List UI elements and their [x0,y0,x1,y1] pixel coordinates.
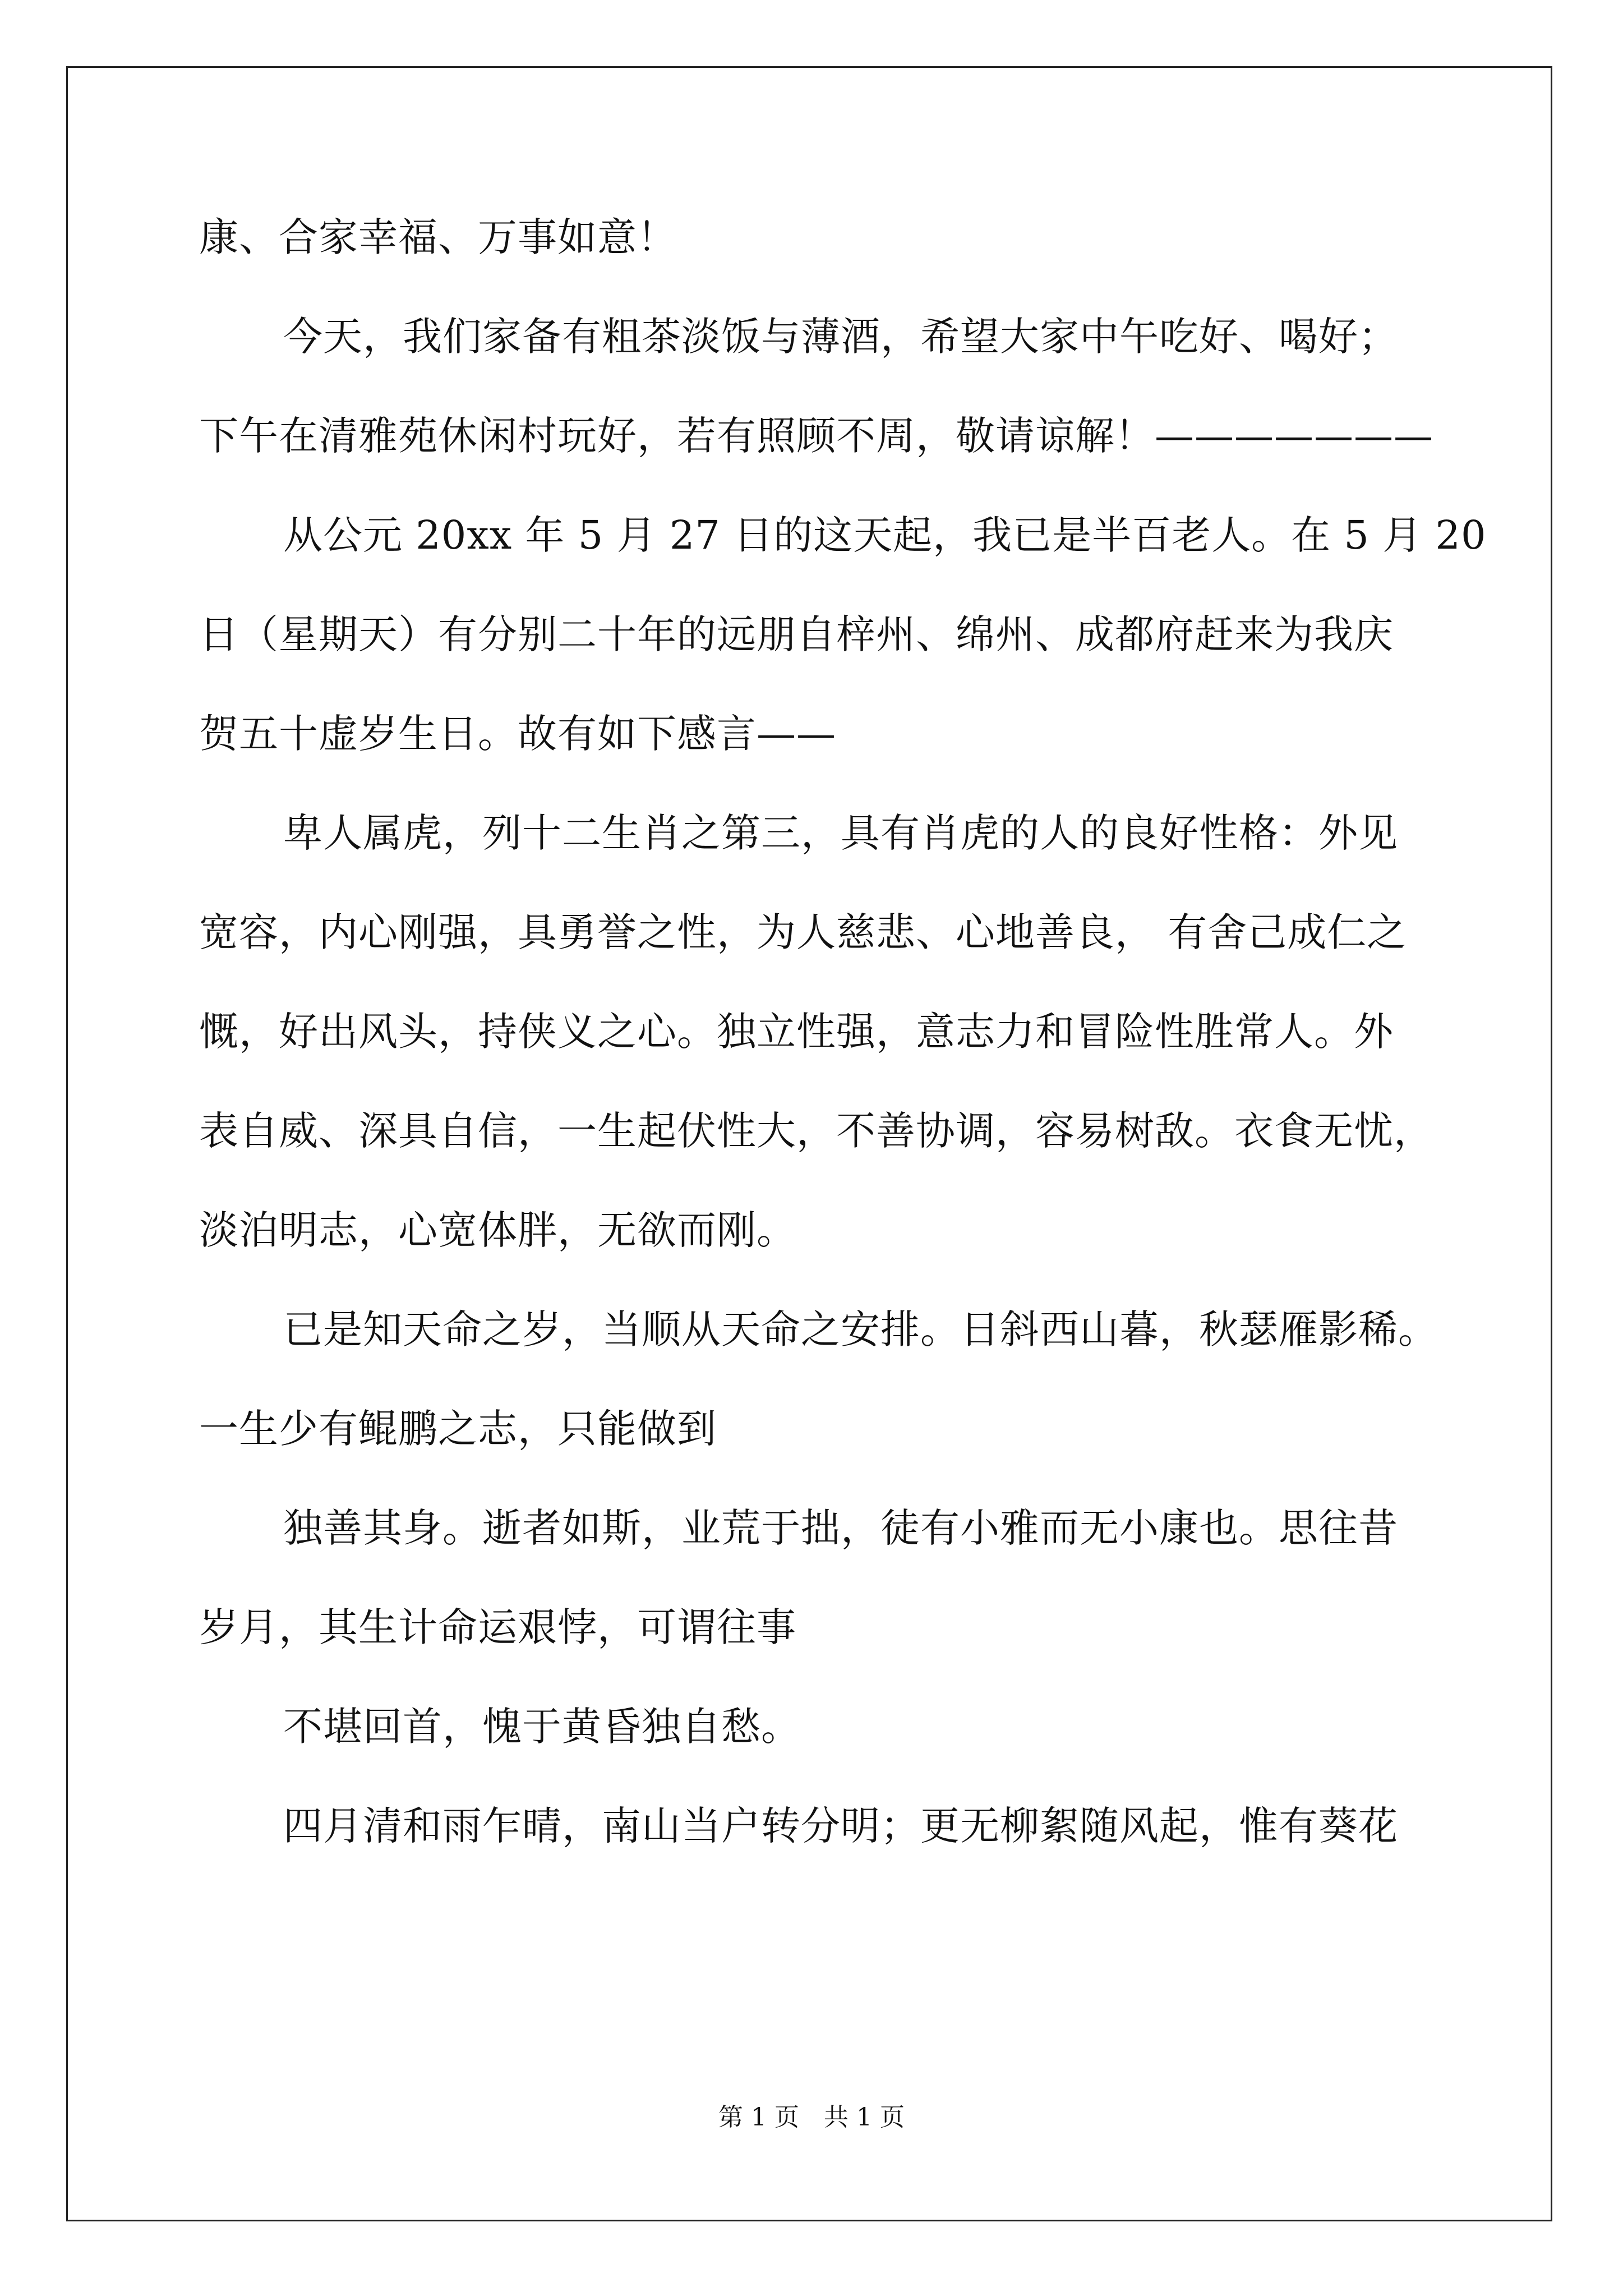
text-line: 康、合家幸福、万事如意！ [199,214,677,260]
text-line: 下午在清雅苑休闲村玩好，若有照顾不周，敬请谅解！——————— [199,413,1433,459]
text-line: 今天，我们家备有粗茶淡饭与薄酒，希望大家中午吃好、喝好； [283,314,1398,360]
text-line: 四月清和雨乍晴，南山当户转分明；更无柳絮随风起，惟有葵花 [283,1803,1398,1849]
text-line: 独善其身。逝者如斯，业荒于拙，徒有小雅而无小康也。思往昔 [283,1505,1398,1551]
text-line: 慨，好出风头，持侠义之心。独立性强，意志力和冒险性胜常人。外 [199,1009,1394,1055]
text-line: 表自威、深具自信，一生起伏性大，不善协调，容易树敌。衣食无忧， [199,1108,1433,1154]
page-number-footer: 第 1 页 共 1 页 [718,2103,905,2132]
text-line: 宽容，内心刚强，具勇誉之性，为人慈悲、心地善良， 有舍己成仁之 [199,909,1407,955]
text-line: 不堪回首，愧于黄昏独自愁。 [283,1704,801,1750]
text-line: 一生少有鲲鹏之志，只能做到 [199,1406,717,1452]
text-line: 岁月，其生计命运艰悖，可谓往事 [199,1604,796,1650]
text-line: 从公元 20xx 年 5 月 27 日的这天起，我已是半百老人。在 5 月 20 [283,512,1487,558]
text-line: 日（星期天）有分别二十年的远朋自梓州、绵州、成都府赶来为我庆 [199,611,1394,657]
text-line: 卑人属虎，列十二生肖之第三，具有肖虎的人的良好性格：外见 [283,810,1398,856]
text-line: 淡泊明志，心宽体胖，无欲而刚。 [199,1207,796,1253]
text-line: 贺五十虚岁生日。故有如下感言—— [199,711,836,757]
text-line: 已是知天命之岁，当顺从天命之安排。日斜西山暮，秋瑟雁影稀。 [283,1306,1438,1352]
